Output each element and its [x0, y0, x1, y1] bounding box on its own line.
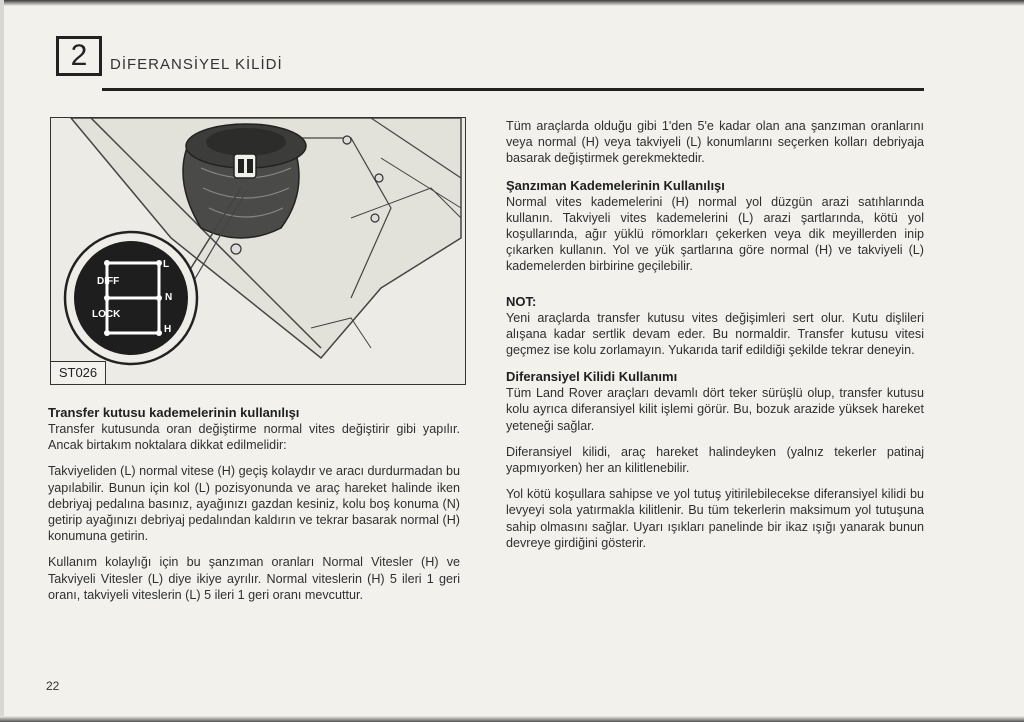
right-column	[506, 118, 924, 561]
dial-label-lock: LOCK	[92, 309, 121, 320]
paragraph: Transfer kutusunda oran değiştirme normal vites değiştirir gibi yapılır. Ancak birtakım noktalara dikkat edilmelidir:	[48, 422, 460, 453]
left-column	[48, 404, 460, 613]
note-text: Yeni araçlarda transfer kutusu vites değişimleri sert olur. Kutu dişlileri alışana kadar sertlik devam eder. Bu normaldir. Transfer kutusu vitesi geçmez ise kolu zorlamayın. Yukarıda tarif edildiği şekilde tekrar deneyin.	[506, 310, 924, 358]
page-bottom-edge	[0, 716, 1024, 722]
chapter-header	[56, 36, 924, 96]
paragraph: Takviyeliden (L) normal vitese (H) geçiş kolaydır ve aracı durdurmadan bu yapılabilir. Bunun için kol (L) pozisyonunda ve araç hareket halinde iken debriyaj pedalına basınız, ayağınızı gazdan kesiniz, kolu boş konuma (N) getirip ayağınızı debriyaj pedalından kaldırın ve tekrar basarak normal (H) konumuna getirin.	[48, 464, 460, 544]
dial-label-h: H	[164, 324, 172, 335]
paragraph: Yol kötü koşullara sahipse ve yol tutuş yitirilebilecekse diferansiyel kilidi bu levyeyi sola yatırmakla kilitlenir. Bu tüm tekerlerin maksimum yol tutuşuna sahip olmasını sağlar. Uyarı ışıkları panelinde bir ikaz ışığı yanarak bunun devreye girdiğini gösterir.	[506, 487, 924, 550]
dial-label-diff: DIFF	[97, 276, 120, 287]
transfer-lever-illustration	[51, 118, 466, 385]
paragraph: Diferansiyel kilidi, araç hareket halindeyken (yalnız tekerler patinaj yapmıyorken) her an kilitlenebilir.	[506, 444, 924, 476]
dial-label-l: L	[163, 259, 170, 270]
chapter-title: DİFERANSİYEL KİLİDİ	[110, 56, 283, 73]
transfer-lever-figure	[50, 117, 466, 385]
section-heading-diff-lock: Diferansiyel Kilidi Kullanımı	[506, 369, 678, 385]
page-number: 22	[46, 679, 60, 693]
section-heading-gearbox: Şanzıman Kademelerinin Kullanılışı	[506, 177, 725, 193]
note-title: NOT:	[506, 293, 537, 309]
page-left-edge	[0, 0, 4, 722]
chapter-number: 2	[56, 36, 102, 76]
paragraph: Normal vites kademelerini (H) normal yol düzgün arazi satıhlarında kullanın. Takviyeli vites kademelerini (L) arazi şartlarında, kötü yol koşullarında, ağır yüklü römorkları çekerken veya dik meyillerden inip çıkarken kullanın. Yol ve yük şartlarına göre normal (H) ve takviyeli (L) kademelerden birbirine geçilebilir.	[506, 194, 924, 274]
dial-label-n: N	[165, 292, 173, 303]
header-rule	[102, 88, 924, 91]
page-top-edge	[0, 0, 1024, 6]
paragraph: Tüm araçlarda olduğu gibi 1'den 5'e kadar olan ana şanzıman oranlarını veya normal (H) veya takviyeli (L) konumlarını seçerken kolları debriyaja basarak değiştirmek gerekmektedir.	[506, 119, 924, 166]
section-heading-transfer: Transfer kutusu kademelerinin kullanılışı	[48, 405, 300, 420]
figure-label: ST026	[51, 361, 106, 384]
paragraph: Tüm Land Rover araçları devamlı dört teker sürüşlü olup, transfer kutusu kolu ayrıca diferansiyel kilit işlemi görür. Bu, bozuk arazide yüksek hareket yeteneği sağlar.	[506, 386, 924, 433]
paragraph: Kullanım kolaylığı için bu şanzıman oranları Normal Vitesler (H) ve Takviyeli Vitesler (L) diye ikiye ayrılır. Normal viteslerin (H) 5 ileri 1 geri oranı, takviyeli viteslerin (L) 5 ileri 1 geri oranı mevcuttur.	[48, 555, 460, 602]
